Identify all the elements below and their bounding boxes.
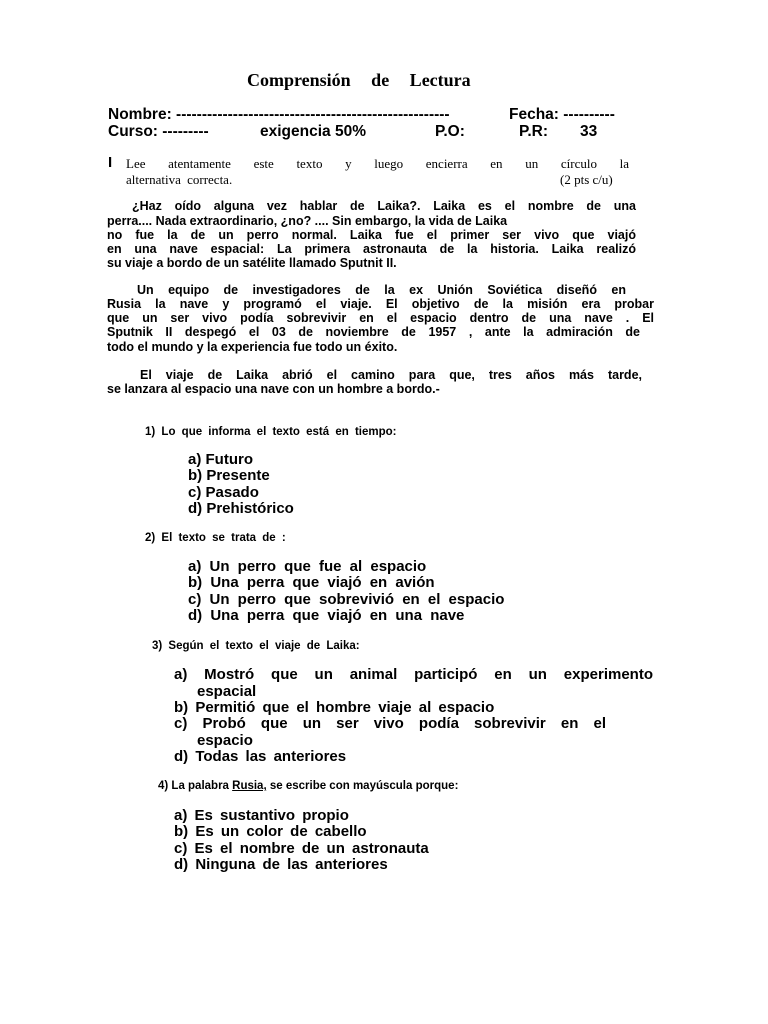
text-line: El viaje de Laika abrió el camino para que, tres años más tarde, [140,368,642,382]
curso-field: Curso: --------- [108,123,209,140]
question-1-option-a[interactable]: a) Futuro [188,451,253,468]
text-line: Sputnik II despegó el 03 de noviembre de 1957 , ante la admiración de [107,325,640,339]
question-3-option-a[interactable]: a) Mostró que un animal participó en un experimento [174,666,653,683]
question-4-option-a[interactable]: a) Es sustantivo propio [174,807,349,824]
question-2-option-d[interactable]: d) Una perra que viajó en una nave [188,607,465,624]
pr-value: 33 [580,123,598,140]
pr-label: P.R: [519,123,549,140]
page-title: Comprensión de Lectura [247,70,471,90]
question-2-option-a[interactable]: a) Un perro que fue al espacio [188,558,427,575]
text-line: todo el mundo y la experiencia fue todo un éxito. [107,340,398,354]
text-line: no fue la de un perro normal. Laika fue el primer ser vivo que viajó [107,228,636,242]
po-label: P.O: [435,123,465,140]
question-4-stem-prefix: 4) La palabra [158,780,233,792]
instruction-line-1: Lee atentamente este texto y luego encierra en un círculo la [126,156,629,171]
question-1-option-c[interactable]: c) Pasado [188,484,259,501]
fecha-field: Fecha: ---------- [509,106,615,123]
question-3-option-a-continued[interactable]: espacial [197,683,257,700]
exigencia-label: exigencia 50% [260,123,366,140]
question-4-underlined-word: Rusia, [232,780,267,792]
text-line: que un ser vivo podía sobrevivir en el espacio dentro de una nave . El [107,311,654,325]
question-1-option-b[interactable]: b) Presente [188,467,270,484]
text-line: Rusia la nave y programó el viaje. El objetivo de la misión era probar [107,297,654,311]
nombre-field: Nombre: ----------------------------------------------------- [108,106,450,123]
question-4-option-c[interactable]: c) Es el nombre de un astronauta [174,840,429,857]
question-2-option-c[interactable]: c) Un perro que sobrevivió en el espacio [188,591,505,608]
question-4-stem [158,780,458,792]
question-4-option-b[interactable]: b) Es un color de cabello [174,823,367,840]
text-line: en una nave espacial: La primera astronauta de la historia. Laika realizó [107,242,636,256]
question-3-option-d[interactable]: d) Todas las anteriores [174,748,347,765]
question-2-option-b[interactable]: b) Una perra que viajó en avión [188,574,435,591]
text-line: se lanzara al espacio una nave con un hombre a bordo.- [107,382,440,396]
question-2-stem: 2) El texto se trata de : [145,532,286,544]
text-line: ¿Haz oído alguna vez hablar de Laika?. Laika es el nombre de una [132,199,636,213]
question-3-option-b[interactable]: b) Permitió que el hombre viaje al espacio [174,699,495,716]
instruction-line-2: alternativa correcta. [126,172,233,187]
question-3-stem: 3) Según el texto el viaje de Laika: [152,640,360,652]
question-3-option-c-continued[interactable]: espacio [197,732,253,749]
question-1-stem: 1) Lo que informa el texto está en tiempo: [145,426,397,438]
points-note: (2 pts c/u) [560,172,613,187]
question-3-option-c[interactable]: c) Probó que un ser vivo podía sobrevivir en el [174,715,606,732]
section-roman-numeral: I [108,154,113,171]
question-1-option-d[interactable]: d) Prehistórico [188,500,294,517]
question-4-stem-suffix: se escribe con mayúscula porque: [266,780,459,792]
text-line: su viaje a bordo de un satélite llamado Sputnit II. [107,256,397,270]
question-4-option-d[interactable]: d) Ninguna de las anteriores [174,856,388,873]
text-line: perra.... Nada extraordinario, ¿no? .... Sin embargo, la vida de Laika [107,214,508,228]
text-line: Un equipo de investigadores de la ex Unión Soviética diseñó en [137,283,626,297]
